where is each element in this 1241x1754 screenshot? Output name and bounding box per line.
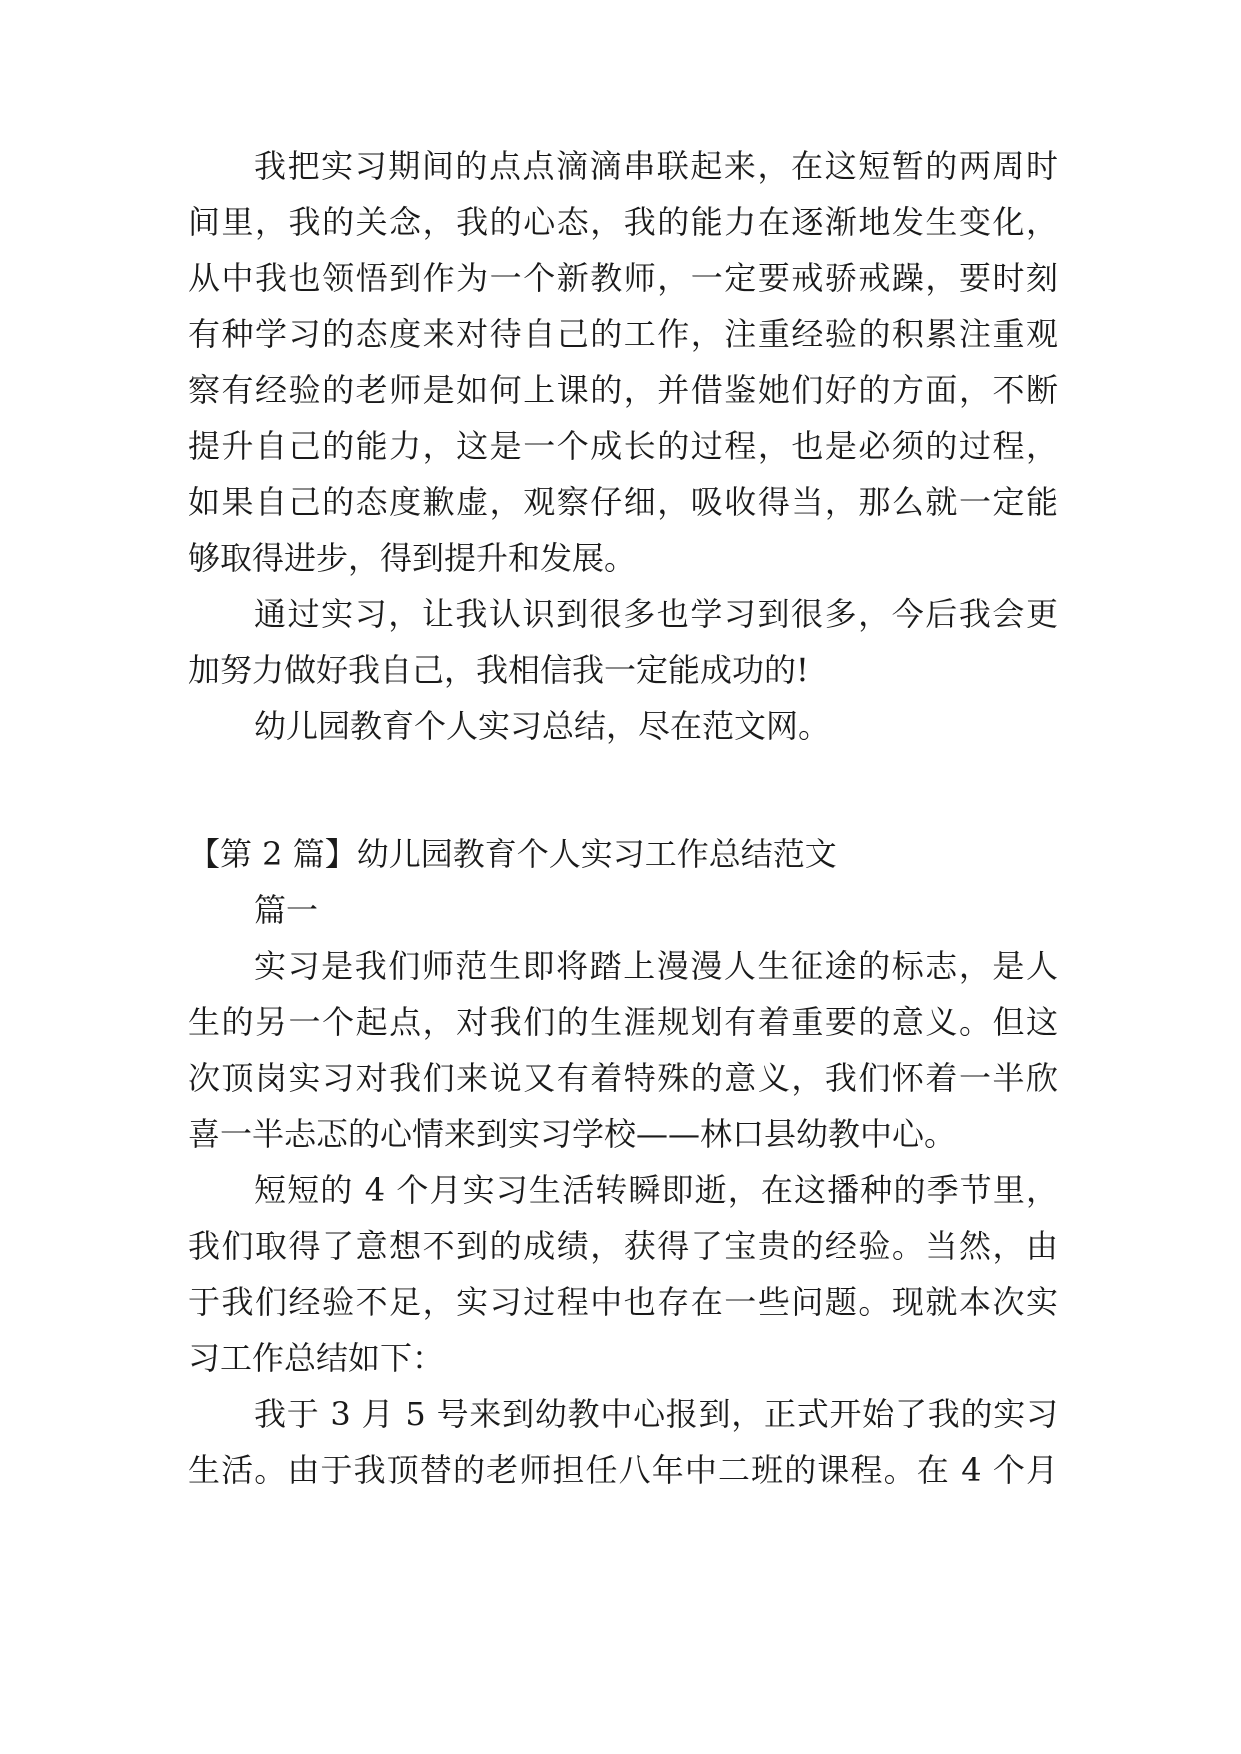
- paragraph-line: 次顶岗实习对我们来说又有着特殊的意义，我们怀着一半欣: [188, 1059, 1058, 1097]
- paragraph-line: 我把实习期间的点点滴滴串联起来，在这短暂的两周时: [254, 147, 1058, 185]
- paragraph-line: 通过实习，让我认识到很多也学习到很多，今后我会更: [254, 595, 1058, 633]
- paragraph-line: 提升自己的能力，这是一个成长的过程，也是必须的过程，: [188, 427, 1058, 465]
- paragraph-line: 从中我也领悟到作为一个新教师，一定要戒骄戒躁，要时刻: [188, 259, 1058, 297]
- paragraph-line: 生活。由于我顶替的老师担任八年中二班的课程。在 4 个月: [188, 1451, 1058, 1489]
- section-heading: 【第 2 篇】幼儿园教育个人实习工作总结范文: [188, 835, 837, 873]
- paragraph-line: 生的另一个起点，对我们的生涯规划有着重要的意义。但这: [188, 1003, 1058, 1041]
- paragraph-line: 察有经验的老师是如何上课的，并借鉴她们好的方面，不断: [188, 371, 1058, 409]
- paragraph-line: 加努力做好我自己，我相信我一定能成功的!: [188, 651, 809, 689]
- section-subheading: 篇一: [254, 891, 319, 929]
- paragraph-line: 实习是我们师范生即将踏上漫漫人生征途的标志，是人: [254, 947, 1058, 985]
- paragraph-line: 我们取得了意想不到的成绩，获得了宝贵的经验。当然，由: [188, 1227, 1058, 1265]
- paragraph-line: 我于 3 月 5 号来到幼教中心报到，正式开始了我的实习: [254, 1395, 1058, 1433]
- paragraph-line: 如果自己的态度歉虚，观察仔细，吸收得当，那么就一定能: [188, 483, 1058, 521]
- paragraph-line: 间里，我的关念，我的心态，我的能力在逐渐地发生变化，: [188, 203, 1058, 241]
- paragraph-line: 幼儿园教育个人实习总结，尽在范文网。: [254, 707, 831, 745]
- paragraph-line: 短短的 4 个月实习生活转瞬即逝，在这播种的季节里，: [254, 1171, 1058, 1209]
- paragraph-line: 于我们经验不足，实习过程中也存在一些问题。现就本次实: [188, 1283, 1058, 1321]
- paragraph-line: 有种学习的态度来对待自己的工作，注重经验的积累注重观: [188, 315, 1058, 353]
- paragraph-line: 够取得进步，得到提升和发展。: [188, 539, 637, 577]
- paragraph-line: 喜一半忐忑的心情来到实习学校——林口县幼教中心。: [188, 1115, 957, 1153]
- paragraph-line: 习工作总结如下：: [188, 1339, 445, 1377]
